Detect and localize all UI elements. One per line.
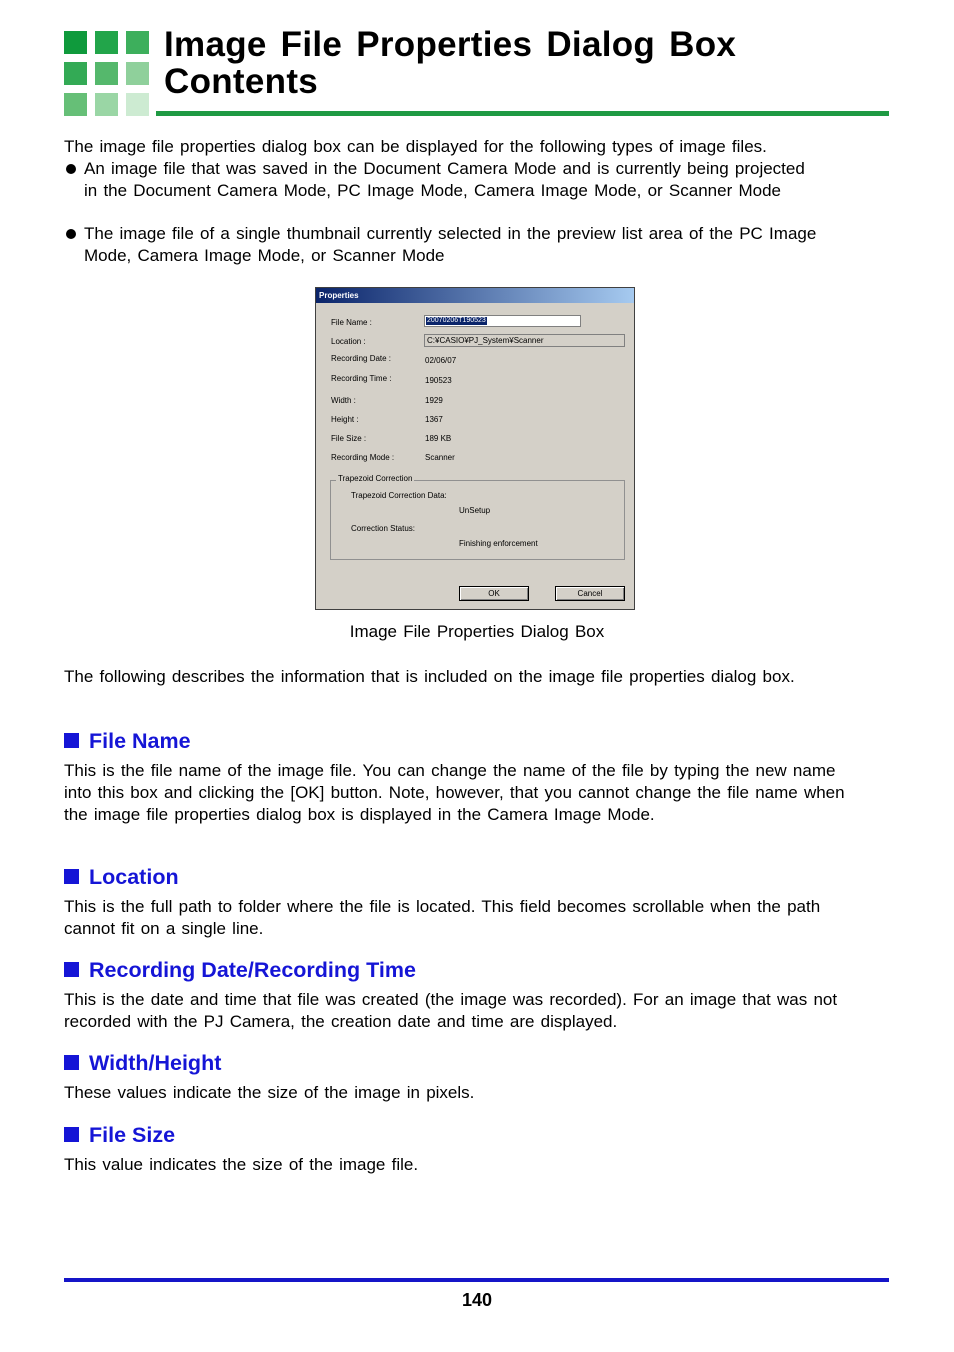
footer-rule [64,1278,889,1282]
page-number: 140 [461,1290,493,1310]
cancel-button[interactable]: Cancel [555,586,625,601]
page-title [164,26,736,100]
section-heading-text: Width/Height [89,1051,222,1075]
section-heading-text: Location [89,865,179,889]
trapezoid-group-title: Trapezoid Correction [338,474,413,483]
section-body-file-size: This value indicates the size of the image file. [64,1155,419,1174]
section-heading-text: File Size [89,1123,176,1147]
recording-time-label: Recording Time : [331,374,392,383]
section-heading-file-size [64,1122,175,1148]
width-label: Width : [331,396,356,405]
trapezoid-data-label: Trapezoid Correction Data: [351,491,447,500]
height-label: Height : [331,415,359,424]
intro-bullet-2 [64,223,854,267]
square-bullet-icon [64,733,79,748]
section-heading-text: File Name [89,729,191,753]
properties-dialog [315,287,635,610]
recording-date-label: Recording Date : [331,354,392,363]
recording-time-value: 190523 [425,376,452,385]
describes-paragraph: The following describes the information that is included on the image file properties dialog box. [64,667,795,686]
location-field[interactable]: C:¥CASIO¥PJ_System¥Scanner [424,334,625,347]
section-body-location: This is the full path to folder where the file is located. This field becomes scrollable when the path cannot fit on a single line. [64,897,821,938]
file-name-input[interactable] [424,315,581,327]
page-title-line1: Image File Properties Dialog Box [164,25,737,64]
section-heading-location [64,864,179,890]
file-name-value: 20070206T190523 [427,317,486,324]
dialog-title-bar: Properties [316,288,634,303]
file-size-value: 189 KB [425,434,452,443]
section-body-width-height: These values indicate the size of the image in pixels. [64,1083,475,1102]
section-heading-recording [64,957,416,983]
intro-bullet-1-text: An image file that was saved in the Document Camera Mode and is currently being projected in the Document Camera Mode, PC Image Mode, Camera Image Mode, or Scanner Mode [84,159,805,200]
location-label: Location : [331,337,366,346]
file-name-label: File Name : [331,318,372,327]
square-bullet-icon [64,1127,79,1142]
title-underline [156,111,889,116]
correction-status-label: Correction Status: [351,524,416,533]
correction-status-value: Finishing enforcement [459,539,538,548]
ok-button[interactable]: OK [459,586,529,601]
square-bullet-icon [64,869,79,884]
square-bullet-icon [64,962,79,977]
page-title-line2: Contents [164,62,319,101]
intro-bullet-2-text: The image file of a single thumbnail currently selected in the preview list area of the PC Image Mode, Camera Image Mode, or Scanner Mode [84,224,817,265]
height-value: 1367 [425,415,443,424]
intro-lead: The image file properties dialog box can be displayed for the following types of image files. [64,137,767,156]
bullet-dot-icon [66,164,76,174]
recording-date-value: 02/06/07 [425,356,457,365]
section-heading-file-name [64,728,191,754]
file-size-label: File Size : [331,434,367,443]
intro-bullet-1 [64,158,854,202]
bullet-dot-icon [66,229,76,239]
trapezoid-data-value: UnSetup [459,506,491,515]
square-bullet-icon [64,1055,79,1070]
dialog-caption: Image File Properties Dialog Box [349,622,605,641]
header-logo-icon [64,31,150,117]
section-body-file-name: This is the file name of the image file. You can change the name of the file by typing the new name into this box and clicking the [OK] button. Note, however, that you cannot change the file name when the image file properties dialog box is displayed in the Camera Image Mode. [64,761,845,824]
section-body-recording: This is the date and time that file was created (the image was recorded). For an image that was not recorded with the PJ Camera, the creation date and time are displayed. [64,990,838,1031]
recording-mode-value: Scanner [425,453,455,462]
section-heading-text: Recording Date/Recording Time [89,958,416,982]
section-heading-width-height [64,1050,221,1076]
width-value: 1929 [425,396,443,405]
recording-mode-label: Recording Mode : [331,453,395,462]
